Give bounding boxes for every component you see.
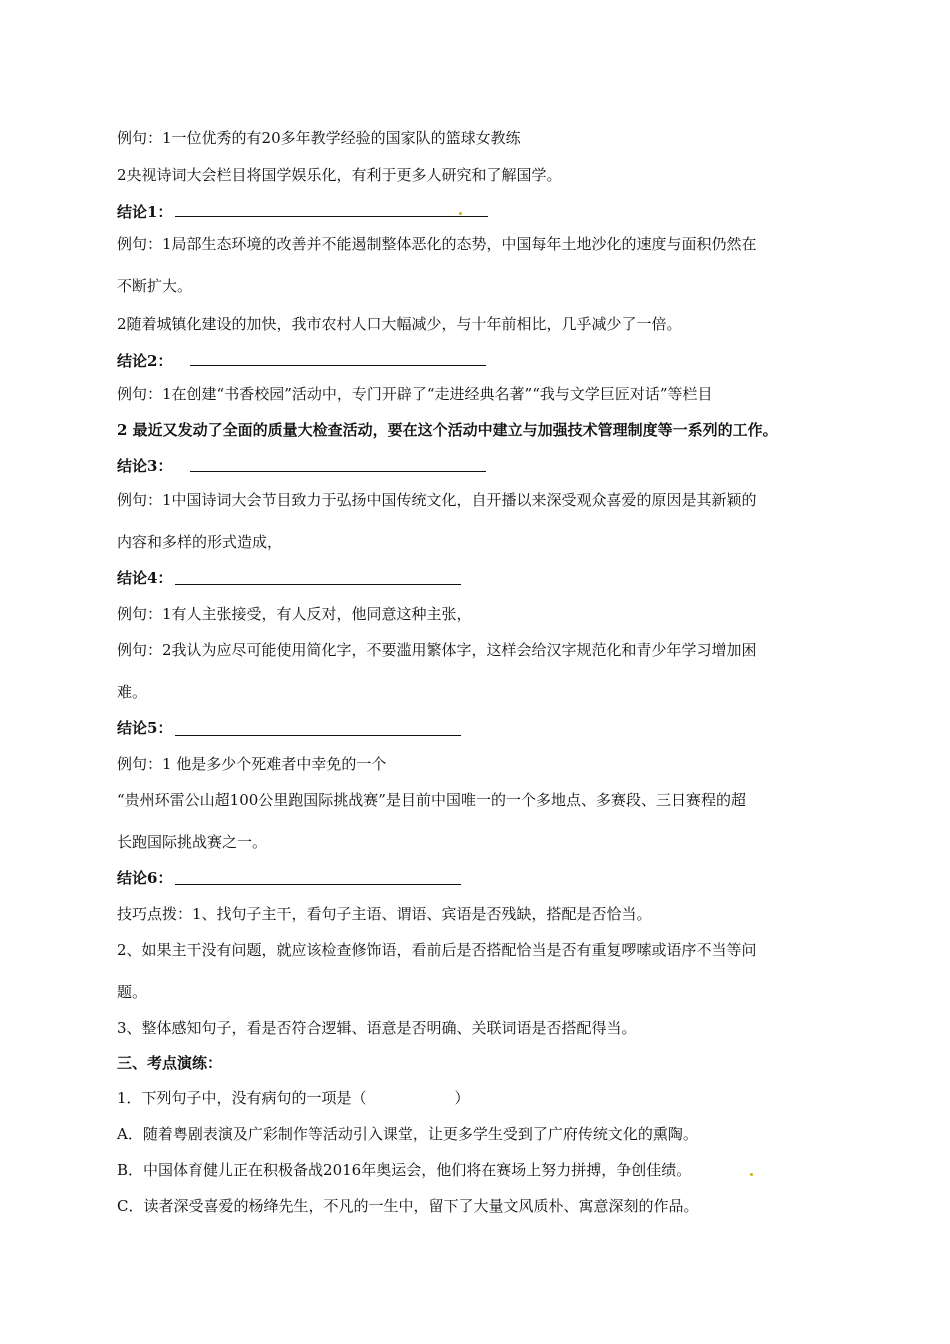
- conclusion-label: 结论1：: [117, 203, 173, 221]
- tips-line: 题。: [117, 983, 148, 1001]
- tips-line: 2、如果主干没有问题，就应该检查修饰语，看前后是否搭配恰当是否有重复啰嗦或语序不当等问: [117, 941, 757, 959]
- answer-blank[interactable]: [175, 216, 488, 217]
- example-line: 内容和多样的形式造成，: [117, 533, 283, 551]
- answer-blank[interactable]: [175, 584, 461, 585]
- example-line: 例句：1一位优秀的有20多年教学经验的国家队的篮球女教练: [117, 129, 521, 147]
- question-close: ）: [454, 1089, 470, 1107]
- answer-blank[interactable]: [190, 471, 486, 472]
- option-b[interactable]: B．中国体育健儿正在积极备战2016年奥运会，他们将在赛场上努力拼搏，争创佳绩。: [117, 1161, 692, 1179]
- example-line: 2随着城镇化建设的加快，我市农村人口大幅减少，与十年前相比，几乎减少了一倍。: [117, 315, 682, 333]
- section-heading: 三、考点演练：: [117, 1054, 223, 1072]
- example-line: 例句：2我认为应尽可能使用简化字，不要滥用繁体字，这样会给汉字规范化和青少年学习增加困: [117, 641, 757, 659]
- conclusion-label: 结论6：: [117, 869, 173, 887]
- example-line: 例句：1局部生态环境的改善并不能遏制整体恶化的态势，中国每年土地沙化的速度与面积仍然在: [117, 235, 757, 253]
- stray-mark: [750, 1173, 753, 1176]
- example-line: 难。: [117, 683, 148, 701]
- example-line: 例句：1在创建“书香校园”活动中，专门开辟了“走进经典名著”“我与文学巨匠对话”等栏目: [117, 385, 713, 403]
- question-stem: [117, 1088, 470, 1108]
- option-c[interactable]: C．读者深受喜爱的杨绛先生，不凡的一生中，留下了大量文风质朴、寓意深刻的作品。: [117, 1197, 699, 1215]
- example-line: 例句：1 他是多少个死难者中幸免的一个: [117, 755, 387, 773]
- example-line: 例句：1中国诗词大会节目致力于弘扬中国传统文化，自开播以来深受观众喜爱的原因是其新颖的: [117, 491, 757, 509]
- option-a[interactable]: A．随着粤剧表演及广彩制作等活动引入课堂，让更多学生受到了广府传统文化的熏陶。: [117, 1125, 698, 1143]
- stray-mark: [459, 212, 462, 215]
- answer-blank[interactable]: [190, 365, 486, 366]
- example-line: “贵州环雷公山超100公里跑国际挑战赛”是目前中国唯一的一个多地点、多赛段、三日赛程的超: [117, 791, 746, 809]
- tips-line: 3、整体感知句子，看是否符合逻辑、语意是否明确、关联词语是否搭配得当。: [117, 1019, 637, 1037]
- example-line: 不断扩大。: [117, 277, 193, 295]
- example-line: 例句：1有人主张接受，有人反对，他同意这种主张，: [117, 605, 472, 623]
- example-line: 2 最近又发动了全面的质量大检查活动，要在这个活动中建立与加强技术管理制度等一系列的工作。: [117, 421, 778, 439]
- example-line: 2央视诗词大会栏目将国学娱乐化，有利于更多人研究和了解国学。: [117, 166, 562, 184]
- conclusion-label: 结论2：: [117, 352, 173, 370]
- answer-blank[interactable]: [175, 884, 461, 885]
- tips-line: 技巧点拨：1、找句子主干，看句子主语、谓语、宾语是否残缺，搭配是否恰当。: [117, 905, 652, 923]
- example-line: 长跑国际挑战赛之一。: [117, 833, 268, 851]
- conclusion-label: 结论3：: [117, 457, 173, 475]
- question-text: 1．下列句子中，没有病句的一项是（: [117, 1089, 367, 1107]
- conclusion-label: 结论4：: [117, 569, 173, 587]
- answer-blank[interactable]: [175, 735, 461, 736]
- conclusion-label: 结论5：: [117, 719, 173, 737]
